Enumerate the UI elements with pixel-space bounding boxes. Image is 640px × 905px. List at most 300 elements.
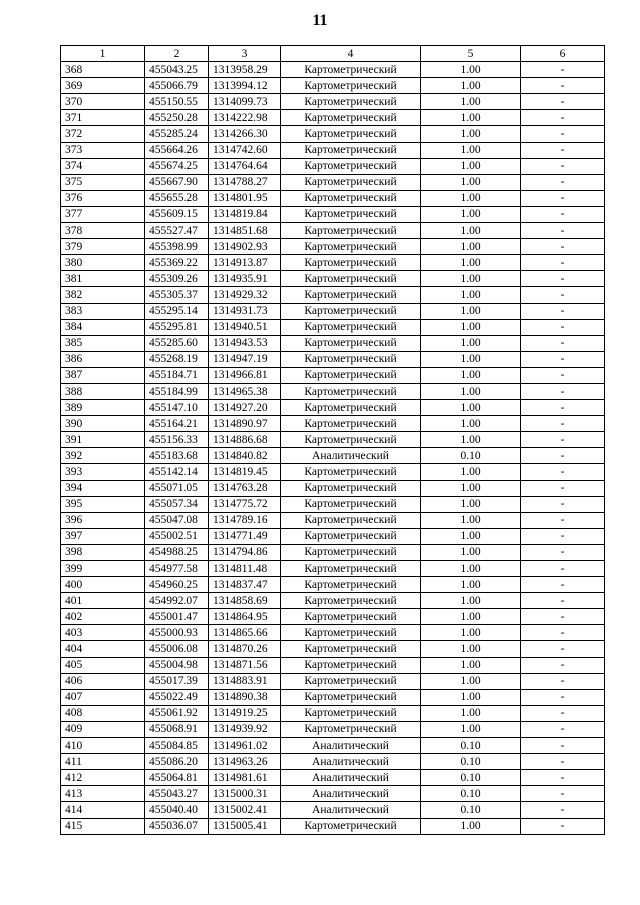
y-coordinate-cell: 1314927.20 bbox=[209, 400, 281, 416]
note-cell: - bbox=[521, 62, 605, 78]
note-cell: - bbox=[521, 255, 605, 271]
point-number-cell: 392 bbox=[61, 448, 145, 464]
method-cell: Картометрический bbox=[281, 625, 421, 641]
x-coordinate-cell: 455086.20 bbox=[145, 754, 209, 770]
table-row bbox=[61, 657, 605, 673]
accuracy-cell: 1.00 bbox=[421, 577, 521, 593]
method-cell: Картометрический bbox=[281, 239, 421, 255]
accuracy-cell: 1.00 bbox=[421, 383, 521, 399]
point-number-cell: 409 bbox=[61, 721, 145, 737]
method-cell: Картометрический bbox=[281, 367, 421, 383]
note-cell: - bbox=[521, 383, 605, 399]
y-coordinate-cell: 1314801.95 bbox=[209, 190, 281, 206]
accuracy-cell: 1.00 bbox=[421, 721, 521, 737]
point-number-cell: 389 bbox=[61, 400, 145, 416]
table-row bbox=[61, 577, 605, 593]
method-cell: Картометрический bbox=[281, 62, 421, 78]
point-number-cell: 411 bbox=[61, 754, 145, 770]
table-row bbox=[61, 416, 605, 432]
x-coordinate-cell: 455398.99 bbox=[145, 239, 209, 255]
table-row bbox=[61, 190, 605, 206]
x-coordinate-cell: 455047.08 bbox=[145, 512, 209, 528]
method-cell: Картометрический bbox=[281, 657, 421, 673]
method-cell: Картометрический bbox=[281, 158, 421, 174]
y-coordinate-cell: 1314890.97 bbox=[209, 416, 281, 432]
method-cell: Картометрический bbox=[281, 721, 421, 737]
point-number-cell: 374 bbox=[61, 158, 145, 174]
method-cell: Аналитический bbox=[281, 448, 421, 464]
note-cell: - bbox=[521, 174, 605, 190]
x-coordinate-cell: 455309.26 bbox=[145, 271, 209, 287]
column-header: 4 bbox=[281, 46, 421, 62]
accuracy-cell: 1.00 bbox=[421, 223, 521, 239]
note-cell: - bbox=[521, 464, 605, 480]
table-row bbox=[61, 142, 605, 158]
x-coordinate-cell: 455043.25 bbox=[145, 62, 209, 78]
method-cell: Картометрический bbox=[281, 190, 421, 206]
method-cell: Картометрический bbox=[281, 94, 421, 110]
x-coordinate-cell: 455084.85 bbox=[145, 738, 209, 754]
table-row bbox=[61, 544, 605, 560]
y-coordinate-cell: 1314943.53 bbox=[209, 335, 281, 351]
table-row bbox=[61, 78, 605, 94]
x-coordinate-cell: 455184.99 bbox=[145, 383, 209, 399]
point-number-cell: 395 bbox=[61, 496, 145, 512]
point-number-cell: 394 bbox=[61, 480, 145, 496]
table-row bbox=[61, 271, 605, 287]
y-coordinate-cell: 1314840.82 bbox=[209, 448, 281, 464]
accuracy-cell: 1.00 bbox=[421, 271, 521, 287]
accuracy-cell: 1.00 bbox=[421, 335, 521, 351]
point-number-cell: 410 bbox=[61, 738, 145, 754]
note-cell: - bbox=[521, 609, 605, 625]
note-cell: - bbox=[521, 770, 605, 786]
note-cell: - bbox=[521, 480, 605, 496]
point-number-cell: 408 bbox=[61, 705, 145, 721]
table-row bbox=[61, 383, 605, 399]
note-cell: - bbox=[521, 110, 605, 126]
accuracy-cell: 1.00 bbox=[421, 367, 521, 383]
note-cell: - bbox=[521, 754, 605, 770]
x-coordinate-cell: 454977.58 bbox=[145, 561, 209, 577]
point-number-cell: 400 bbox=[61, 577, 145, 593]
y-coordinate-cell: 1314099.73 bbox=[209, 94, 281, 110]
y-coordinate-cell: 1314961.02 bbox=[209, 738, 281, 754]
table-row bbox=[61, 738, 605, 754]
note-cell: - bbox=[521, 416, 605, 432]
accuracy-cell: 1.00 bbox=[421, 480, 521, 496]
table-row bbox=[61, 367, 605, 383]
point-number-cell: 404 bbox=[61, 641, 145, 657]
point-number-cell: 386 bbox=[61, 351, 145, 367]
table-row bbox=[61, 689, 605, 705]
method-cell: Картометрический bbox=[281, 174, 421, 190]
y-coordinate-cell: 1314931.73 bbox=[209, 303, 281, 319]
table-row bbox=[61, 351, 605, 367]
x-coordinate-cell: 455655.28 bbox=[145, 190, 209, 206]
note-cell: - bbox=[521, 625, 605, 641]
y-coordinate-cell: 1315005.41 bbox=[209, 818, 281, 834]
x-coordinate-cell: 454988.25 bbox=[145, 544, 209, 560]
table-row bbox=[61, 802, 605, 818]
y-coordinate-cell: 1314865.66 bbox=[209, 625, 281, 641]
accuracy-cell: 1.00 bbox=[421, 496, 521, 512]
method-cell: Картометрический bbox=[281, 464, 421, 480]
column-header: 2 bbox=[145, 46, 209, 62]
table-row bbox=[61, 62, 605, 78]
y-coordinate-cell: 1314819.84 bbox=[209, 206, 281, 222]
x-coordinate-cell: 455022.49 bbox=[145, 689, 209, 705]
table-row bbox=[61, 593, 605, 609]
x-coordinate-cell: 455305.37 bbox=[145, 287, 209, 303]
accuracy-cell: 1.00 bbox=[421, 544, 521, 560]
accuracy-cell: 1.00 bbox=[421, 319, 521, 335]
x-coordinate-cell: 455043.27 bbox=[145, 786, 209, 802]
y-coordinate-cell: 1314742.60 bbox=[209, 142, 281, 158]
x-coordinate-cell: 455609.15 bbox=[145, 206, 209, 222]
accuracy-cell: 1.00 bbox=[421, 303, 521, 319]
table-row bbox=[61, 480, 605, 496]
method-cell: Картометрический bbox=[281, 335, 421, 351]
y-coordinate-cell: 1314775.72 bbox=[209, 496, 281, 512]
coordinates-table bbox=[60, 45, 605, 835]
x-coordinate-cell: 455006.08 bbox=[145, 641, 209, 657]
table-row bbox=[61, 94, 605, 110]
table-row bbox=[61, 255, 605, 271]
table-row bbox=[61, 625, 605, 641]
method-cell: Картометрический bbox=[281, 496, 421, 512]
accuracy-cell: 1.00 bbox=[421, 657, 521, 673]
table-row bbox=[61, 319, 605, 335]
y-coordinate-cell: 1314266.30 bbox=[209, 126, 281, 142]
point-number-cell: 399 bbox=[61, 561, 145, 577]
note-cell: - bbox=[521, 190, 605, 206]
point-number-cell: 413 bbox=[61, 786, 145, 802]
point-number-cell: 401 bbox=[61, 593, 145, 609]
point-number-cell: 379 bbox=[61, 239, 145, 255]
point-number-cell: 405 bbox=[61, 657, 145, 673]
note-cell: - bbox=[521, 705, 605, 721]
x-coordinate-cell: 455002.51 bbox=[145, 528, 209, 544]
accuracy-cell: 1.00 bbox=[421, 62, 521, 78]
method-cell: Картометрический bbox=[281, 383, 421, 399]
method-cell: Картометрический bbox=[281, 818, 421, 834]
x-coordinate-cell: 455664.26 bbox=[145, 142, 209, 158]
x-coordinate-cell: 454992.07 bbox=[145, 593, 209, 609]
accuracy-cell: 1.00 bbox=[421, 609, 521, 625]
method-cell: Картометрический bbox=[281, 609, 421, 625]
table-header-row bbox=[61, 46, 605, 62]
accuracy-cell: 1.00 bbox=[421, 432, 521, 448]
y-coordinate-cell: 1314871.56 bbox=[209, 657, 281, 673]
accuracy-cell: 1.00 bbox=[421, 110, 521, 126]
note-cell: - bbox=[521, 367, 605, 383]
method-cell: Картометрический bbox=[281, 223, 421, 239]
note-cell: - bbox=[521, 432, 605, 448]
point-number-cell: 382 bbox=[61, 287, 145, 303]
x-coordinate-cell: 454960.25 bbox=[145, 577, 209, 593]
method-cell: Картометрический bbox=[281, 528, 421, 544]
point-number-cell: 415 bbox=[61, 818, 145, 834]
accuracy-cell: 1.00 bbox=[421, 78, 521, 94]
point-number-cell: 381 bbox=[61, 271, 145, 287]
x-coordinate-cell: 455147.10 bbox=[145, 400, 209, 416]
x-coordinate-cell: 455164.21 bbox=[145, 416, 209, 432]
method-cell: Картометрический bbox=[281, 544, 421, 560]
table-row bbox=[61, 818, 605, 834]
y-coordinate-cell: 1314966.81 bbox=[209, 367, 281, 383]
point-number-cell: 375 bbox=[61, 174, 145, 190]
x-coordinate-cell: 455057.34 bbox=[145, 496, 209, 512]
point-number-cell: 407 bbox=[61, 689, 145, 705]
x-coordinate-cell: 455183.68 bbox=[145, 448, 209, 464]
point-number-cell: 396 bbox=[61, 512, 145, 528]
x-coordinate-cell: 455004.98 bbox=[145, 657, 209, 673]
note-cell: - bbox=[521, 335, 605, 351]
point-number-cell: 383 bbox=[61, 303, 145, 319]
accuracy-cell: 1.00 bbox=[421, 126, 521, 142]
y-coordinate-cell: 1314890.38 bbox=[209, 689, 281, 705]
method-cell: Картометрический bbox=[281, 110, 421, 126]
method-cell: Картометрический bbox=[281, 351, 421, 367]
method-cell: Картометрический bbox=[281, 287, 421, 303]
method-cell: Картометрический bbox=[281, 206, 421, 222]
point-number-cell: 406 bbox=[61, 673, 145, 689]
method-cell: Аналитический bbox=[281, 738, 421, 754]
y-coordinate-cell: 1314788.27 bbox=[209, 174, 281, 190]
table-row bbox=[61, 464, 605, 480]
y-coordinate-cell: 1314864.95 bbox=[209, 609, 281, 625]
note-cell: - bbox=[521, 512, 605, 528]
column-header: 1 bbox=[61, 46, 145, 62]
table-row bbox=[61, 786, 605, 802]
y-coordinate-cell: 1314794.86 bbox=[209, 544, 281, 560]
accuracy-cell: 1.00 bbox=[421, 625, 521, 641]
point-number-cell: 376 bbox=[61, 190, 145, 206]
x-coordinate-cell: 455150.55 bbox=[145, 94, 209, 110]
note-cell: - bbox=[521, 78, 605, 94]
method-cell: Картометрический bbox=[281, 255, 421, 271]
x-coordinate-cell: 455369.22 bbox=[145, 255, 209, 271]
method-cell: Картометрический bbox=[281, 416, 421, 432]
x-coordinate-cell: 455036.07 bbox=[145, 818, 209, 834]
y-coordinate-cell: 1313958.29 bbox=[209, 62, 281, 78]
y-coordinate-cell: 1313994.12 bbox=[209, 78, 281, 94]
point-number-cell: 403 bbox=[61, 625, 145, 641]
y-coordinate-cell: 1314886.68 bbox=[209, 432, 281, 448]
y-coordinate-cell: 1314811.48 bbox=[209, 561, 281, 577]
y-coordinate-cell: 1315000.31 bbox=[209, 786, 281, 802]
note-cell: - bbox=[521, 577, 605, 593]
note-cell: - bbox=[521, 641, 605, 657]
method-cell: Картометрический bbox=[281, 78, 421, 94]
table-row bbox=[61, 110, 605, 126]
y-coordinate-cell: 1314947.19 bbox=[209, 351, 281, 367]
x-coordinate-cell: 455061.92 bbox=[145, 705, 209, 721]
point-number-cell: 402 bbox=[61, 609, 145, 625]
note-cell: - bbox=[521, 303, 605, 319]
accuracy-cell: 1.00 bbox=[421, 641, 521, 657]
point-number-cell: 372 bbox=[61, 126, 145, 142]
accuracy-cell: 1.00 bbox=[421, 416, 521, 432]
x-coordinate-cell: 455268.19 bbox=[145, 351, 209, 367]
y-coordinate-cell: 1314965.38 bbox=[209, 383, 281, 399]
note-cell: - bbox=[521, 802, 605, 818]
note-cell: - bbox=[521, 126, 605, 142]
table-row bbox=[61, 206, 605, 222]
note-cell: - bbox=[521, 738, 605, 754]
x-coordinate-cell: 455527.47 bbox=[145, 223, 209, 239]
point-number-cell: 398 bbox=[61, 544, 145, 560]
table-row bbox=[61, 303, 605, 319]
x-coordinate-cell: 455667.90 bbox=[145, 174, 209, 190]
x-coordinate-cell: 455001.47 bbox=[145, 609, 209, 625]
table-row bbox=[61, 705, 605, 721]
point-number-cell: 384 bbox=[61, 319, 145, 335]
y-coordinate-cell: 1315002.41 bbox=[209, 802, 281, 818]
accuracy-cell: 1.00 bbox=[421, 142, 521, 158]
point-number-cell: 414 bbox=[61, 802, 145, 818]
column-header: 3 bbox=[209, 46, 281, 62]
accuracy-cell: 0.10 bbox=[421, 786, 521, 802]
y-coordinate-cell: 1314763.28 bbox=[209, 480, 281, 496]
accuracy-cell: 0.10 bbox=[421, 754, 521, 770]
accuracy-cell: 1.00 bbox=[421, 464, 521, 480]
method-cell: Картометрический bbox=[281, 480, 421, 496]
point-number-cell: 387 bbox=[61, 367, 145, 383]
method-cell: Картометрический bbox=[281, 561, 421, 577]
table-row bbox=[61, 400, 605, 416]
table-row bbox=[61, 287, 605, 303]
point-number-cell: 369 bbox=[61, 78, 145, 94]
method-cell: Картометрический bbox=[281, 512, 421, 528]
x-coordinate-cell: 455295.81 bbox=[145, 319, 209, 335]
method-cell: Картометрический bbox=[281, 641, 421, 657]
note-cell: - bbox=[521, 206, 605, 222]
y-coordinate-cell: 1314771.49 bbox=[209, 528, 281, 544]
table-row bbox=[61, 223, 605, 239]
method-cell: Картометрический bbox=[281, 689, 421, 705]
x-coordinate-cell: 455250.28 bbox=[145, 110, 209, 126]
x-coordinate-cell: 455674.25 bbox=[145, 158, 209, 174]
table-body bbox=[61, 62, 605, 835]
note-cell: - bbox=[521, 673, 605, 689]
point-number-cell: 393 bbox=[61, 464, 145, 480]
accuracy-cell: 1.00 bbox=[421, 561, 521, 577]
point-number-cell: 370 bbox=[61, 94, 145, 110]
accuracy-cell: 0.10 bbox=[421, 802, 521, 818]
y-coordinate-cell: 1314764.64 bbox=[209, 158, 281, 174]
method-cell: Картометрический bbox=[281, 271, 421, 287]
note-cell: - bbox=[521, 319, 605, 335]
y-coordinate-cell: 1314222.98 bbox=[209, 110, 281, 126]
y-coordinate-cell: 1314858.69 bbox=[209, 593, 281, 609]
note-cell: - bbox=[521, 561, 605, 577]
x-coordinate-cell: 455064.81 bbox=[145, 770, 209, 786]
y-coordinate-cell: 1314913.87 bbox=[209, 255, 281, 271]
accuracy-cell: 0.10 bbox=[421, 448, 521, 464]
table-row bbox=[61, 239, 605, 255]
note-cell: - bbox=[521, 818, 605, 834]
note-cell: - bbox=[521, 448, 605, 464]
x-coordinate-cell: 455066.79 bbox=[145, 78, 209, 94]
column-header: 6 bbox=[521, 46, 605, 62]
method-cell: Аналитический bbox=[281, 754, 421, 770]
y-coordinate-cell: 1314963.26 bbox=[209, 754, 281, 770]
y-coordinate-cell: 1314837.47 bbox=[209, 577, 281, 593]
point-number-cell: 388 bbox=[61, 383, 145, 399]
y-coordinate-cell: 1314981.61 bbox=[209, 770, 281, 786]
accuracy-cell: 1.00 bbox=[421, 158, 521, 174]
note-cell: - bbox=[521, 593, 605, 609]
note-cell: - bbox=[521, 721, 605, 737]
y-coordinate-cell: 1314940.51 bbox=[209, 319, 281, 335]
y-coordinate-cell: 1314939.92 bbox=[209, 721, 281, 737]
accuracy-cell: 1.00 bbox=[421, 190, 521, 206]
column-header: 5 bbox=[421, 46, 521, 62]
method-cell: Аналитический bbox=[281, 770, 421, 786]
table-row bbox=[61, 770, 605, 786]
method-cell: Картометрический bbox=[281, 400, 421, 416]
table-row bbox=[61, 448, 605, 464]
accuracy-cell: 1.00 bbox=[421, 705, 521, 721]
accuracy-cell: 1.00 bbox=[421, 206, 521, 222]
note-cell: - bbox=[521, 223, 605, 239]
table-row bbox=[61, 335, 605, 351]
method-cell: Картометрический bbox=[281, 593, 421, 609]
accuracy-cell: 0.10 bbox=[421, 770, 521, 786]
y-coordinate-cell: 1314870.26 bbox=[209, 641, 281, 657]
table-row bbox=[61, 512, 605, 528]
point-number-cell: 385 bbox=[61, 335, 145, 351]
note-cell: - bbox=[521, 271, 605, 287]
note-cell: - bbox=[521, 158, 605, 174]
point-number-cell: 380 bbox=[61, 255, 145, 271]
accuracy-cell: 1.00 bbox=[421, 400, 521, 416]
point-number-cell: 368 bbox=[61, 62, 145, 78]
accuracy-cell: 1.00 bbox=[421, 239, 521, 255]
method-cell: Картометрический bbox=[281, 705, 421, 721]
table-row bbox=[61, 754, 605, 770]
x-coordinate-cell: 455040.40 bbox=[145, 802, 209, 818]
method-cell: Аналитический bbox=[281, 802, 421, 818]
x-coordinate-cell: 455285.60 bbox=[145, 335, 209, 351]
method-cell: Аналитический bbox=[281, 786, 421, 802]
method-cell: Картометрический bbox=[281, 126, 421, 142]
table-row bbox=[61, 561, 605, 577]
x-coordinate-cell: 455285.24 bbox=[145, 126, 209, 142]
method-cell: Картометрический bbox=[281, 673, 421, 689]
accuracy-cell: 0.10 bbox=[421, 738, 521, 754]
y-coordinate-cell: 1314789.16 bbox=[209, 512, 281, 528]
note-cell: - bbox=[521, 528, 605, 544]
note-cell: - bbox=[521, 657, 605, 673]
accuracy-cell: 1.00 bbox=[421, 287, 521, 303]
y-coordinate-cell: 1314919.25 bbox=[209, 705, 281, 721]
table-row bbox=[61, 609, 605, 625]
x-coordinate-cell: 455142.14 bbox=[145, 464, 209, 480]
accuracy-cell: 1.00 bbox=[421, 351, 521, 367]
accuracy-cell: 1.00 bbox=[421, 528, 521, 544]
x-coordinate-cell: 455184.71 bbox=[145, 367, 209, 383]
accuracy-cell: 1.00 bbox=[421, 174, 521, 190]
method-cell: Картометрический bbox=[281, 303, 421, 319]
method-cell: Картометрический bbox=[281, 577, 421, 593]
note-cell: - bbox=[521, 689, 605, 705]
accuracy-cell: 1.00 bbox=[421, 818, 521, 834]
y-coordinate-cell: 1314851.68 bbox=[209, 223, 281, 239]
method-cell: Картометрический bbox=[281, 432, 421, 448]
